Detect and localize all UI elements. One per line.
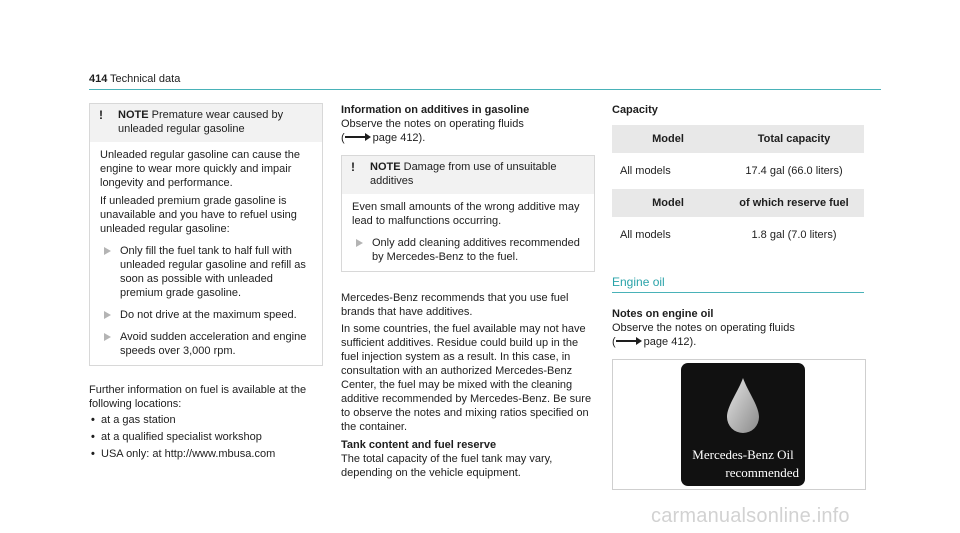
step-text: Do not drive at the maximum speed. [120, 309, 297, 321]
column-left [89, 103, 323, 464]
note-header [90, 104, 322, 142]
oil-label-line1: Mercedes-Benz Oil [692, 447, 794, 462]
arrow-right-icon [616, 336, 642, 346]
step-item [100, 244, 314, 300]
page-header [89, 72, 881, 87]
step-text: Only fill the fuel tank to half full with unleaded regular gasoline and refill as soon as possible with unleaded premium grade gasoline. [120, 245, 306, 299]
note-title: Premature wear caused by unleaded regular gasoline [118, 109, 284, 135]
table-cell: All models [612, 155, 724, 187]
observe-text: Observe the notes on operating fluids [612, 322, 795, 334]
table-header-cell: Model [612, 125, 724, 155]
note-header [342, 156, 594, 194]
step-arrow-icon [356, 239, 363, 247]
tank-text: The total capacity of the fuel tank may vary, depending on the vehicle equipment. [341, 453, 553, 479]
ref-paren: ( [341, 132, 345, 144]
list-item: • at a qualified specialist workshop [89, 430, 323, 444]
page-number: 414 [89, 73, 108, 85]
column-middle [341, 103, 595, 480]
step-arrow-icon [104, 333, 111, 341]
oil-label-line2: recommended [725, 465, 799, 480]
locations-list [89, 413, 323, 461]
table-header-row [612, 125, 864, 155]
step-item [100, 330, 314, 358]
further-info-text: Further information on fuel is available at the following locations: [89, 384, 307, 410]
table-header-cell: of which reserve fuel [724, 187, 864, 219]
step-text: Only add cleaning additives recommended by Mercedes-Benz to the fuel. [372, 237, 580, 263]
engine-oil-section-title: Engine oil [612, 275, 864, 293]
ref-page-link[interactable]: page 412). [372, 132, 426, 144]
table-header-row [612, 187, 864, 219]
oil-notes-heading: Notes on engine oil [612, 308, 714, 320]
header-rule [89, 89, 881, 90]
tank-heading: Tank content and fuel reserve [341, 439, 497, 451]
step-item [352, 236, 586, 264]
warning-icon: ! [351, 160, 355, 174]
table-cell: 1.8 gal (7.0 liters) [724, 219, 864, 251]
note-box-gasoline [89, 103, 323, 366]
additives-heading: Information on additives in gasoline [341, 104, 530, 116]
oil-label-image [681, 363, 805, 486]
oil-drop-icon [725, 376, 761, 436]
note-text: Even small amounts of the wrong additive may lead to malfunctions occurring. [352, 201, 580, 227]
list-item: • at a gas station [89, 413, 323, 427]
table-row [612, 219, 864, 251]
column-right [612, 103, 864, 490]
list-item: • USA only: at http://www.mbusa.com [89, 447, 323, 461]
oil-label-figure [612, 359, 866, 490]
capacity-table [612, 125, 864, 253]
page-reference[interactable] [341, 131, 595, 145]
note-text-2: If unleaded premium grade gasoline is unavailable and you have to refuel using unleaded regular gasoline: [100, 195, 297, 235]
page-reference[interactable] [612, 335, 864, 349]
step-item [100, 308, 314, 322]
step-arrow-icon [104, 247, 111, 255]
step-arrow-icon [104, 311, 111, 319]
step-text: Avoid sudden acceleration and engine speeds over 3,000 rpm. [120, 331, 307, 357]
note-text-1: Unleaded regular gasoline can cause the engine to wear more quickly and impair longevity and performance. [100, 149, 300, 189]
arrow-right-icon [345, 132, 371, 142]
table-row [612, 155, 864, 187]
note-title: Damage from use of unsuitable additives [370, 161, 557, 187]
ref-paren: ( [612, 336, 616, 348]
table-header-cell: Total capacity [724, 125, 864, 155]
watermark: carmanualsonline.info [651, 505, 850, 527]
additives-text: In some countries, the fuel available may not have sufficient additives. Residue could build up in the fuel injection system as a result. In this case, in consultation with an authorized Mercedes-Benz Center, the fuel may be mixed with the cleaning additive recommended by Mercedes-Benz. Be sure to observe the notes and mixing ratios specified on the container. [341, 323, 592, 433]
note-label: NOTE [118, 109, 149, 121]
page-title: Technical data [110, 73, 181, 85]
note-body [342, 194, 594, 271]
table-cell: All models [612, 219, 724, 251]
table-cell: 17.4 gal (66.0 liters) [724, 155, 864, 187]
note-body [90, 142, 322, 365]
note-label: NOTE [370, 161, 401, 173]
ref-page-link[interactable]: page 412). [643, 336, 697, 348]
table-header-cell: Model [612, 187, 724, 219]
capacity-label: Capacity [612, 104, 658, 116]
note-box-additives [341, 155, 595, 272]
warning-icon: ! [99, 108, 103, 122]
recommend-text: Mercedes-Benz recommends that you use fuel brands that have additives. [341, 292, 569, 318]
observe-text: Observe the notes on operating fluids [341, 118, 524, 130]
